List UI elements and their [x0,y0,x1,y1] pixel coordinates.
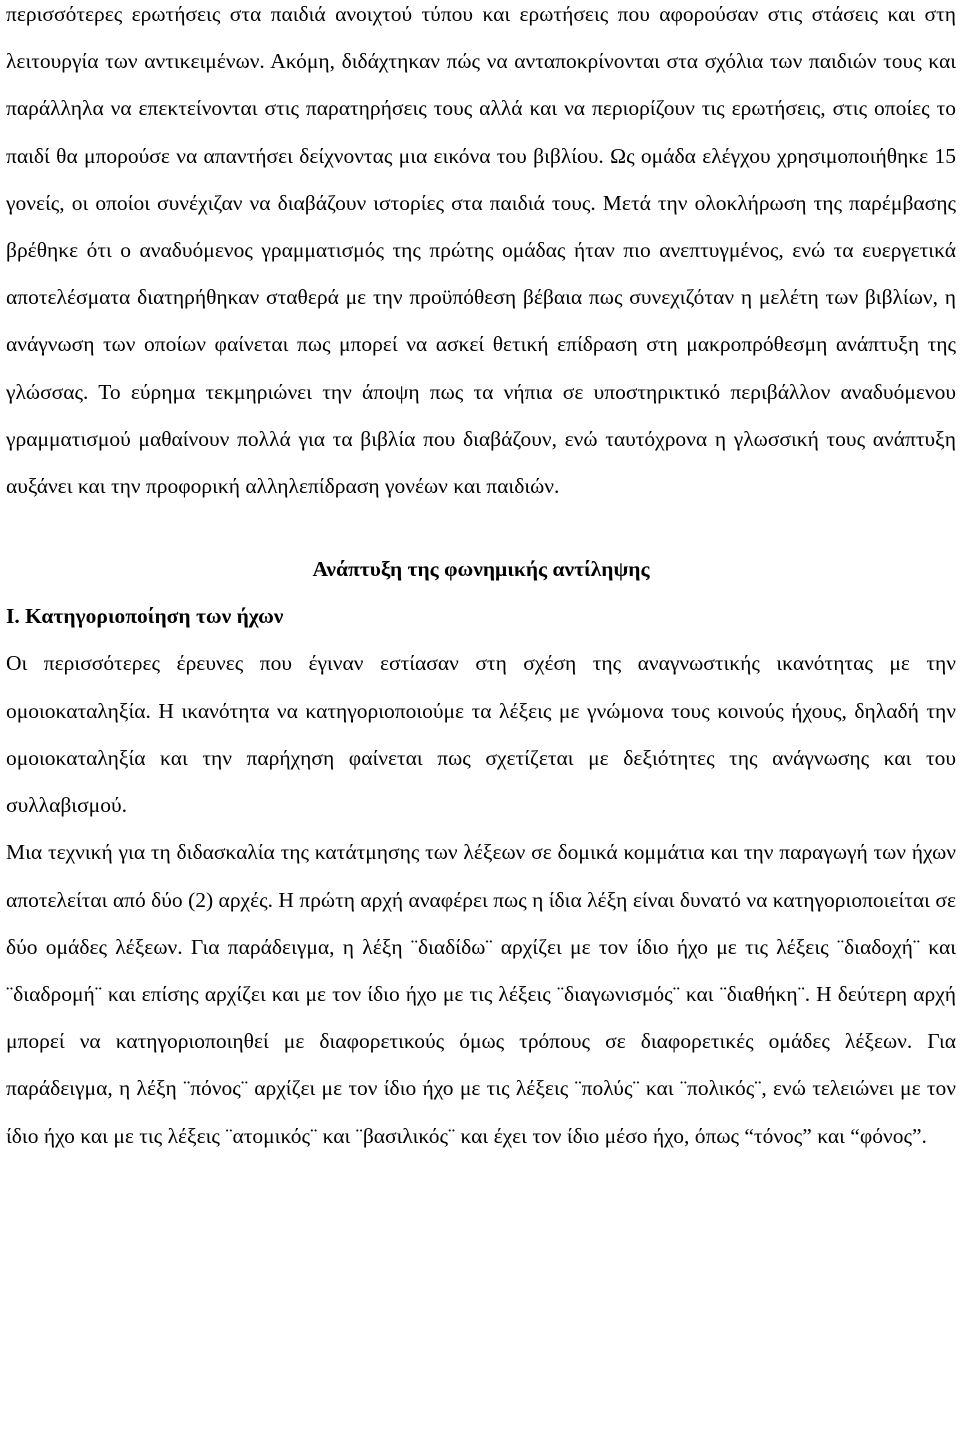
section-heading: Ανάπτυξη της φωνημικής αντίληψης [312,557,650,582]
intro-paragraph: περισσότερες ερωτήσεις στα παιδιά ανοιχτού τύπου και ερωτήσεις που αφορούσαν στις στάσεις και στη λειτουργία των αντικειμένων. Ακόμη, διδάχτηκαν πώς να ανταποκρίνονται στα σχόλια των παιδιών τους και παράλληλα να επεκτείνονται στις παρατηρήσεις τους αλλά και να περιορίζουν τις ερωτήσεις, στις οποίες το παιδί θα μπορούσε να απαντήσει δείχνοντας μια εικόνα του βιβλίου. Ως ομάδα ελέγχου χρησιμοποιήθηκε 15 γονείς, οι οποίοι συνέχιζαν να διαβάζουν ιστορίες στα παιδιά τους. Μετά την ολοκλήρωση της παρέμβασης βρέθηκε ότι ο αναδυόμενος γραμματισμός της πρώτης ομάδας ήταν πιο ανεπτυγμένος, ενώ τα ευεργετικά αποτελέσματα διατηρήθηκαν σταθερά με την προϋπόθεση βέβαια πως συνεχιζόταν η μελέτη των βιβλίων, η ανάγνωση των οποίων φαίνεται πως μπορεί να ασκεί θετική επίδραση στη μακροπρόθεσμη ανάπτυξη της γλώσσας. Το εύρημα τεκμηριώνει την άποψη πως τα νήπια σε υποστηρικτικό περιβάλλον αναδυόμενου γραμματισμού μαθαίνουν πολλά για τα βιβλία που διαβάζουν, ενώ ταυτόχρονα η γλωσσική τους ανάπτυξη αυξάνει και την προφορική αλληλεπίδραση γονέων και παιδιών. [6,2,956,499]
body-paragraph-2: Μια τεχνική για τη διδασκαλία της κατάτμησης των λέξεων σε δομικά κομμάτια και την παραγωγή των ήχων αποτελείται από δύο (2) αρχές. Η πρώτη αρχή αναφέρει πως η ίδια λέξη είναι δυνατό να κατηγοριοποιείται σε δύο ομάδες λέξεων. Για παράδειγμα, η λέξη ¨διαδίδω¨ αρχίζει με τον ίδιο ήχο με τις λέξεις ¨διαδοχή¨ και ¨διαδρομή¨ και επίσης αρχίζει και με τον ίδιο ήχο με τις λέξεις ¨διαγωνισμός¨ και ¨διαθήκη¨. Η δεύτερη αρχή μπορεί να κατηγοριοποιηθεί με διαφορετικούς όμως τρόπους σε διαφορετικές ομάδες λέξεων. Για παράδειγμα, η λέξη ¨πόνος¨ αρχίζει με τον ίδιο ήχο με τις λέξεις ¨πολύς¨ και ¨πολικός¨, ενώ τελειώνει με τον ίδιο ήχο και με τις λέξεις ¨ατομικός¨ και ¨βασιλικός¨ και έχει τον ίδιο μέσο ήχο, όπως “τόνος” και “φόνος”. [6,840,956,1148]
subsection-heading: Ι. Κατηγοριοποίηση των ήχων [6,604,284,629]
body-paragraph-1: Οι περισσότερες έρευνες που έγιναν εστίασαν στη σχέση της αναγνωστικής ικανότητας με την ομοιοκαταληξία. Η ικανότητα να κατηγοριοποιούμε τα λέξεις με γνώμονα τους κοινούς ήχους, δηλαδή την ομοιοκαταληξία και την παρήχηση φαίνεται πως σχετίζεται με δεξιότητες της ανάγνωσης και του συλλαβισμού. [6,651,956,818]
document-page [6,0,956,1160]
